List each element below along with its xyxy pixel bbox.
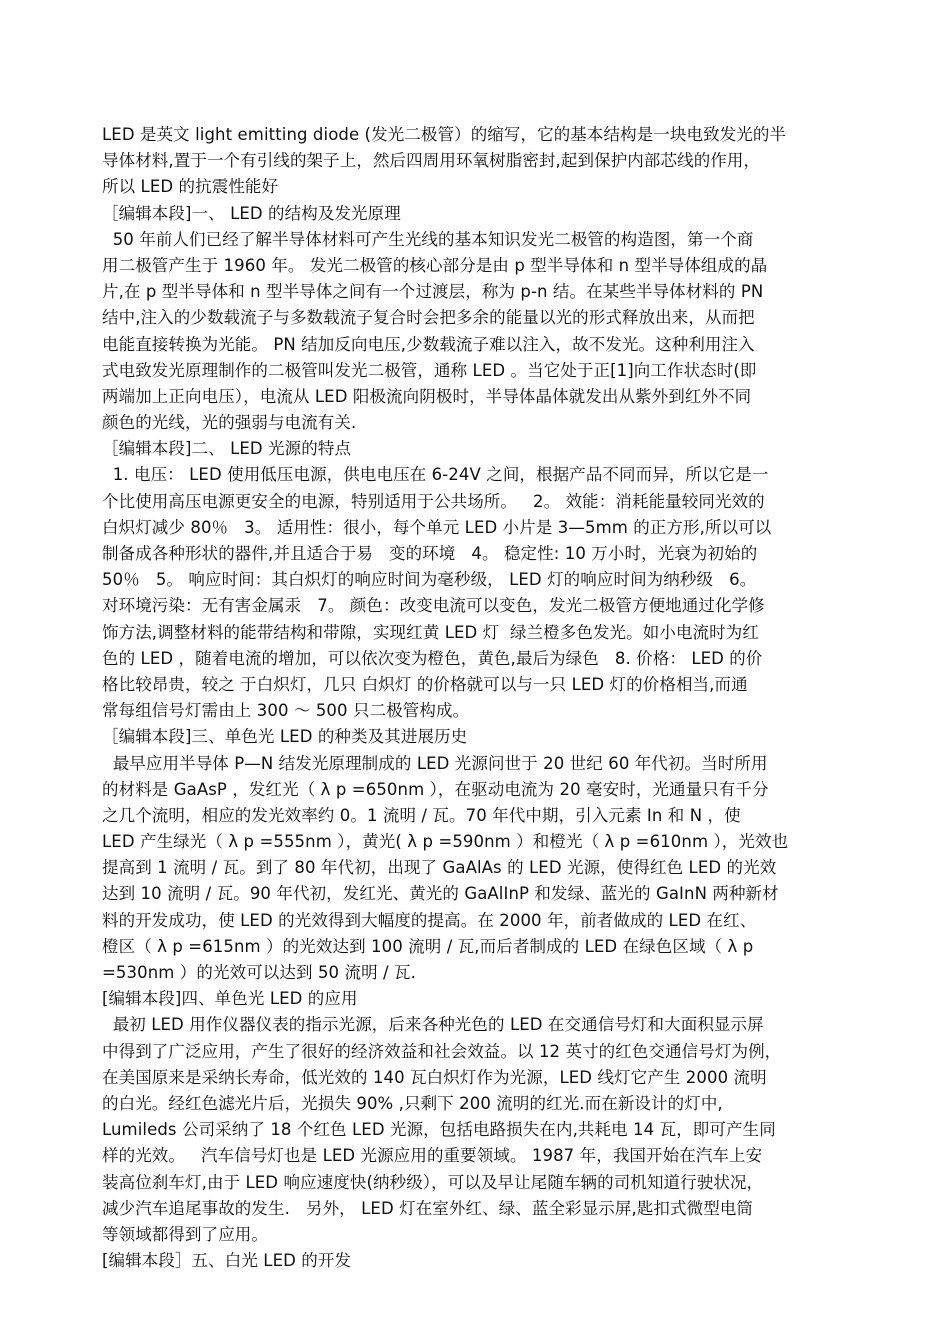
text-line: 电能直接转换为光能。 PN 结加反向电压,少数载流子难以注入，故不发光。这种利用注入 bbox=[102, 334, 755, 354]
text-line: 样的光效。 汽车信号灯也是 LED 光源应用的重要领域。 1987 年，我国开始在汽车上安 bbox=[102, 1146, 763, 1166]
text-line: 装高位刹车灯,由于 LED 响应速度快(纳秒级），可以及早让尾随车辆的司机知道行驶状况， bbox=[102, 1172, 764, 1192]
text-line: 中得到了广泛应用，产生了很好的经济效益和社会效益。以 12 英寸的红色交通信号灯为例， bbox=[102, 1041, 782, 1061]
text-line: 常每组信号灯需由上 300 ～ 500 只二极管构成。 bbox=[102, 701, 470, 721]
text-line: ［编辑本段]一、 LED 的结构及发光原理 bbox=[102, 203, 401, 223]
text-line: 达到 10 流明 / 瓦。90 年代初，发红光、黄光的 GaAlInP 和发绿、蓝光的 GaInN 两种新材 bbox=[102, 884, 779, 904]
text-line: 式电致发光原理制作的二极管叫发光二极管，通称 LED 。当它处于正[1]向工作状态时(即 bbox=[102, 360, 757, 380]
text-line: 结中,注入的少数载流子与多数载流子复合时会把多余的能量以光的形式释放出来，从而把 bbox=[102, 308, 755, 328]
text-line: 减少汽车追尾事故的发生. 另外， LED 灯在室外红、绿、蓝全彩显示屏,匙扣式微型电筒 bbox=[102, 1198, 754, 1218]
text-line: 两端加上正向电压），电流从 LED 阳极流向阴极时，半导体晶体就发出从紫外到红外不同 bbox=[102, 386, 752, 406]
text-line: LED 是英文 light emitting diode (发光二极管）的缩写，它的基本结构是一块电致发光的半 bbox=[102, 125, 787, 144]
text-line: 50 年前人们已经了解半导体材料可产生光线的基本知识发光二极管的构造图，第一个商 bbox=[102, 229, 754, 249]
text-line: 提高到 1 流明 / 瓦。到了 80 年代初，出现了 GaAlAs 的 LED 光源，使得红色 LED 的光效 bbox=[102, 858, 777, 878]
text-line: 对环境污染：无有害金属汞 7。 颜色：改变电流可以变色，发光二极管方便地通过化学修 bbox=[102, 596, 765, 616]
text-line: 白炽灯减少 80％ 3。 适用性：很小，每个单元 LED 小片是 3—5mm 的正方形,所以可以 bbox=[102, 517, 772, 537]
text-line: ［编辑本段]二、 LED 光源的特点 bbox=[102, 439, 352, 459]
text-line: 色的 LED ，随着电流的增加，可以依次变为橙色，黄色,最后为绿色 8. 价格： LED 的价 bbox=[102, 648, 763, 668]
text-line: 等领域都得到了应用。 bbox=[102, 1224, 268, 1244]
text-line: Lumileds 公司采纳了 18 个红色 LED 光源，包括电路损失在内,共耗电 14 瓦，即可产生同 bbox=[102, 1120, 776, 1140]
text-line: [编辑本段］五、白光 LED 的开发 bbox=[102, 1251, 352, 1271]
text-line: 饰方法,调整材料的能带结构和带隙，实现红黄 LED 灯 绿兰橙多色发光。如小电流时为红 bbox=[102, 622, 759, 642]
text-line: LED 产生绿光（ λ p =555nm ），黄光( λ p =590nm ）和橙光（ λ p =610nm ），光效也 bbox=[102, 832, 789, 852]
text-line: 片,在 p 型半导体和 n 型半导体之间有一个过渡层，称为 p-n 结。在某些半导体材料的 PN bbox=[102, 282, 764, 302]
text-line: 最初 LED 用作仪器仪表的指示光源，后来各种光色的 LED 在交通信号灯和大面积显示屏 bbox=[102, 1015, 764, 1035]
text-line: 导体材料,置于一个有引线的架子上，然后四周用环氧树脂密封,起到保护内部芯线的作用， bbox=[102, 151, 761, 171]
text-line: 所以 LED 的抗震性能好 bbox=[102, 177, 279, 197]
text-line: 颜色的光线，光的强弱与电流有关. bbox=[102, 413, 357, 433]
text-line: 最早应用半导体 P—N 结发光原理制成的 LED 光源问世于 20 世纪 60 年代初。当时所用 bbox=[102, 753, 768, 773]
text-line: [编辑本段]四、单色光 LED 的应用 bbox=[102, 989, 358, 1009]
text-line: =530nm ）的光效可以达到 50 流明 / 瓦. bbox=[102, 963, 416, 982]
text-line: 1. 电压： LED 使用低压电源，供电电压在 6-24V 之间，根据产品不同而异，所以它是一 bbox=[102, 465, 769, 485]
text-line: 格比较昂贵，较之 于白炽灯，几只 白炽灯 的价格就可以与一只 LED 灯的价格相当,而通 bbox=[102, 674, 748, 694]
text-line: 的白光。经红色滤光片后，光损失 90% ,只剩下 200 流明的红光.而在新设计的灯中, bbox=[102, 1093, 723, 1113]
text-line: 个比使用高压电源更安全的电源，特别适用于公共场所。 2。 效能：消耗能量较同光效的 bbox=[102, 491, 765, 511]
text-line: 制备成各种形状的器件,并且适合于易 变的环境 4。 稳定性: 10 万小时，光衰为初始的 bbox=[102, 544, 758, 563]
text-line: ［编辑本段]三、单色光 LED 的种类及其进展历史 bbox=[102, 727, 468, 747]
text-line: 用二极管产生于 1960 年。 发光二极管的核心部分是由 p 型半导体和 n 型半导体组成的晶 bbox=[102, 255, 768, 275]
text-line: 的材料是 GaAsP ，发红光（ λ p =650nm ），在驱动电流为 20 毫安时，光通量只有千分 bbox=[102, 779, 769, 799]
text-line: 橙区（ λ p =615nm ）的光效达到 100 流明 / 瓦,而后者制成的 LED 在绿色区域（ λ p bbox=[102, 936, 754, 956]
text-line: 之几个流明，相应的发光效率约 0。1 流明 / 瓦。70 年代中期，引入元素 In 和 N ，使 bbox=[102, 805, 741, 825]
text-line: 料的开发成功，使 LED 的光效得到大幅度的提高。在 2000 年，前者做成的 LED 在红、 bbox=[102, 910, 757, 930]
document-body bbox=[102, 122, 862, 1274]
text-line: 50％ 5。 响应时间：其白炽灯的响应时间为毫秒级， LED 灯的响应时间为纳秒级 6。 bbox=[102, 570, 757, 590]
text-line: 在美国原来是采纳长寿命，低光效的 140 瓦白炽灯作为光源，LED 线灯它产生 2000 流明 bbox=[102, 1067, 767, 1087]
